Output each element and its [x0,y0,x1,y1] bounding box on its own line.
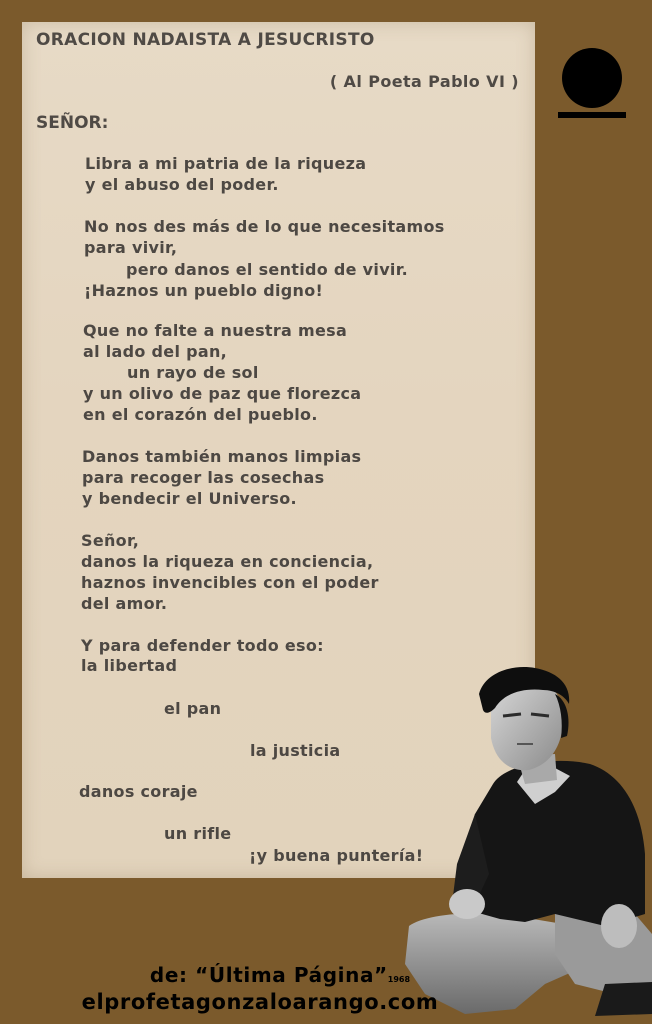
poem-title: ORACION NADAISTA A JESUCRISTO [36,30,375,50]
poem-line: Señor, [81,531,140,550]
poem-line: un rayo de sol [127,363,259,382]
poem-line: un rifle [164,824,232,843]
poem-line: para vivir, [84,238,178,257]
poem-line: ¡Haznos un pueblo digno! [84,281,324,300]
poem-line: en el corazón del pueblo. [83,405,318,424]
website-credit: elprofetagonzaloarango.com [81,990,439,1014]
source-year: 1968 [387,975,411,984]
poem-line: Libra a mi patria de la riqueza [85,154,367,173]
poem-line: para recoger las cosechas [82,468,325,487]
poem-line: al lado del pan, [83,342,228,361]
source-title: “Última Página” [195,963,388,987]
poem-line: haznos invencibles con el poder [81,573,379,592]
poem-line: No nos des más de lo que necesitamos [84,217,445,236]
poem-line: y el abuso del poder. [85,175,279,194]
black-circle-over-bar-icon [558,48,626,120]
poem-line: la libertad [81,656,178,675]
poem-line: Danos también manos limpias [82,447,362,466]
poem-line: del amor. [81,594,168,613]
poem-line: ¡y buena puntería! [249,846,424,865]
poem-line: y un olivo de paz que florezca [83,384,362,403]
poem-line: danos coraje [79,782,198,801]
logo-bar [558,112,626,118]
poem-line: danos la riqueza en conciencia, [81,552,374,571]
poem-line: Y para defender todo eso: [81,636,324,655]
poem-line: pero danos el sentido de vivir. [126,260,408,279]
source-prefix: de: [149,963,196,987]
poem-line: el pan [164,699,222,718]
logo-disc [562,48,622,108]
poem-line: Que no falte a nuestra mesa [83,321,348,340]
poem-opening: SEÑOR: [36,113,109,133]
poem-line: la justicia [250,741,341,760]
poem-line: y bendecir el Universo. [82,489,297,508]
poem-dedication: ( Al Poeta Pablo VI ) [329,72,519,91]
source-credit [0,963,560,987]
